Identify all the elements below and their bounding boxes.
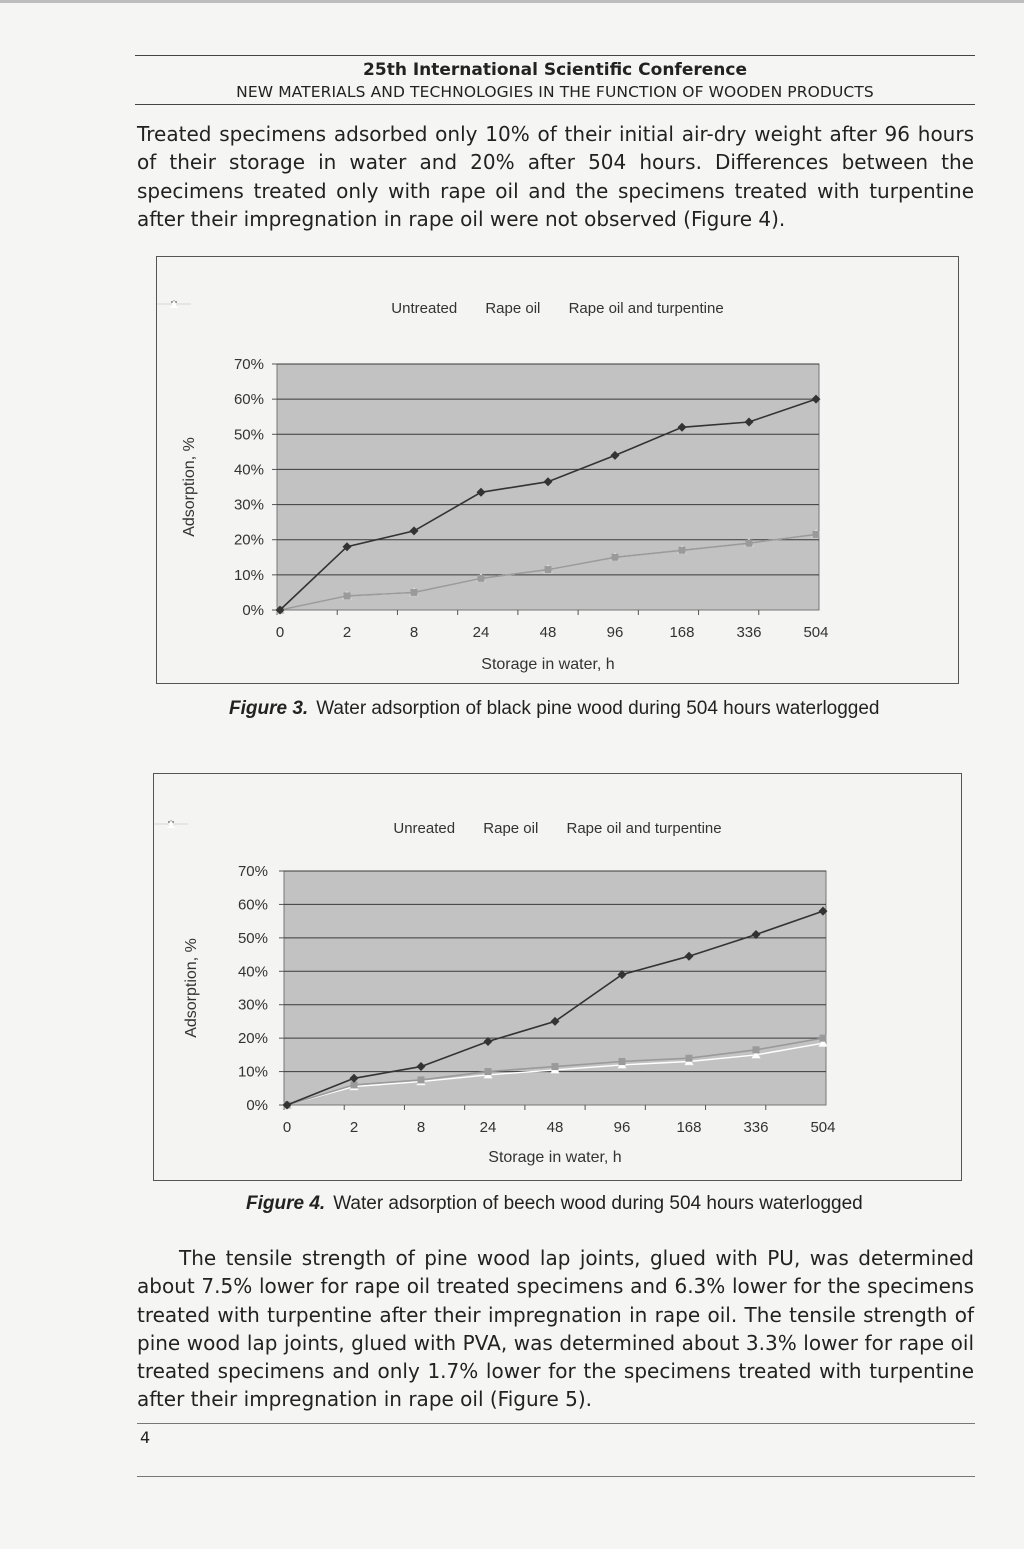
x-tick-label: 168 (669, 624, 695, 641)
data-point-rape-oil (478, 575, 485, 582)
data-point-rape-oil (678, 547, 685, 554)
x-tick-label: 0 (282, 1119, 292, 1136)
y-axis-label: Adsorption, % (181, 437, 198, 537)
paragraph-1: Treated specimens adsorbed only 10% of their initial air-dry weight after 96 hours of their storage in water and 20% after 504 hours. Differences between the specimens treated only with rape oil and the specimens treated with turpentine after their impregnation in rape oil were not observed (Figure 4). (137, 122, 974, 231)
page-number: 4 (140, 1428, 151, 1447)
x-tick-label: 96 (606, 624, 624, 641)
x-tick-label: 504 (810, 1119, 836, 1136)
conference-title: 25th International Scientific Conference (363, 60, 747, 80)
x-tick-label: 168 (676, 1119, 702, 1136)
y-tick-label: 60% (237, 896, 268, 914)
x-tick-label: 24 (472, 624, 490, 641)
y-tick-label: 40% (233, 461, 264, 479)
y-tick-label: 70% (237, 863, 268, 880)
data-point-rape-oil (344, 592, 351, 599)
y-tick-label: 0% (246, 1097, 268, 1114)
x-axis-label: Storage in water, h (488, 1149, 622, 1166)
x-tick-label: 2 (342, 624, 352, 641)
footer-bottom-line (137, 1476, 975, 1477)
x-tick-label: 8 (409, 624, 419, 641)
data-point-rape-oil (611, 554, 618, 561)
y-tick-label: 40% (237, 963, 268, 981)
figure-3-chart (156, 256, 959, 684)
y-tick-label: 70% (233, 356, 264, 373)
x-tick-label: 336 (743, 1119, 769, 1136)
header-bottom-line (135, 104, 975, 105)
data-point-rape-oil (819, 1035, 826, 1042)
x-tick-label: 2 (349, 1119, 359, 1136)
legend-label-unreated: Unreated (393, 820, 456, 837)
legend-label-rape-oil: Rape oil (483, 820, 539, 837)
figure-4-plot (154, 774, 961, 1180)
conference-subtitle: NEW MATERIALS AND TECHNOLOGIES IN THE FUNCTION OF WOODEN PRODUCTS (236, 83, 874, 101)
legend-label-untreated: Untreated (391, 300, 458, 317)
x-tick-label: 0 (275, 624, 285, 641)
data-point-rape-oil (485, 1068, 492, 1075)
figure-4-chart (153, 773, 962, 1181)
y-tick-label: 20% (233, 531, 264, 549)
data-point-rape-oil (552, 1063, 559, 1070)
figure-4-label: Figure 4. (246, 1193, 326, 1214)
x-tick-label: 504 (803, 624, 829, 641)
y-tick-label: 30% (237, 996, 268, 1014)
figure-4-caption-text: Water adsorption of beech wood during 504 hours waterlogged (333, 1193, 863, 1214)
x-axis-label: Storage in water, h (481, 656, 615, 673)
x-tick-label: 8 (416, 1119, 426, 1136)
y-tick-label: 30% (233, 496, 264, 514)
x-tick-label: 48 (546, 1119, 564, 1136)
y-tick-label: 50% (237, 929, 268, 947)
x-tick-label: 96 (613, 1119, 631, 1136)
figure-4-caption (246, 1193, 863, 1215)
data-point-rape-oil (418, 1076, 425, 1083)
y-axis-label: Adsorption, % (183, 938, 200, 1038)
data-point-rape-oil (752, 1046, 759, 1053)
x-tick-label: 48 (539, 624, 557, 641)
data-point-rape-oil (545, 566, 552, 573)
header-top-line (135, 55, 975, 56)
y-tick-label: 0% (242, 602, 264, 619)
y-tick-label: 10% (237, 1063, 268, 1081)
legend-label-rape-oil-turpentine: Rape oil and turpentine (566, 820, 722, 837)
data-point-rape-oil (685, 1055, 692, 1062)
paragraph-2: The tensile strength of pine wood lap joints, glued with PU, was determined about 7.5% lower for rape oil treated specimens and 6.3% lower for the specimens treated with turpentine after their impregnation in rape oil. The tensile strength of pine wood lap joints, glued with PVA, was determined about 3.3% lower for rape oil treated specimens and only 1.7% lower for the specimens treated with turpentine after their impregnation in rape oil (Figure 5). (137, 1246, 974, 1412)
y-tick-label: 60% (233, 391, 264, 409)
y-tick-label: 20% (237, 1030, 268, 1048)
data-point-rape-oil (618, 1058, 625, 1065)
figure-3-label: Figure 3. (229, 698, 309, 719)
legend-label-rape-oil: Rape oil (485, 300, 541, 317)
data-point-rape-oil (411, 589, 418, 596)
data-point-rape-oil (812, 531, 819, 538)
footer-top-line (137, 1423, 975, 1424)
figure-3-plot (157, 257, 958, 683)
y-tick-label: 10% (233, 566, 264, 584)
x-tick-label: 336 (736, 624, 762, 641)
x-tick-label: 24 (479, 1119, 497, 1136)
figure-3-caption-text: Water adsorption of black pine wood during 504 hours waterlogged (316, 698, 880, 719)
data-point-rape-oil (745, 540, 752, 547)
figure-3-caption (229, 698, 880, 720)
legend-label-rape-oil-turpentine: Rape oil and turpentine (568, 300, 724, 317)
y-tick-label: 50% (233, 426, 264, 444)
page-top-rule (0, 0, 1024, 3)
